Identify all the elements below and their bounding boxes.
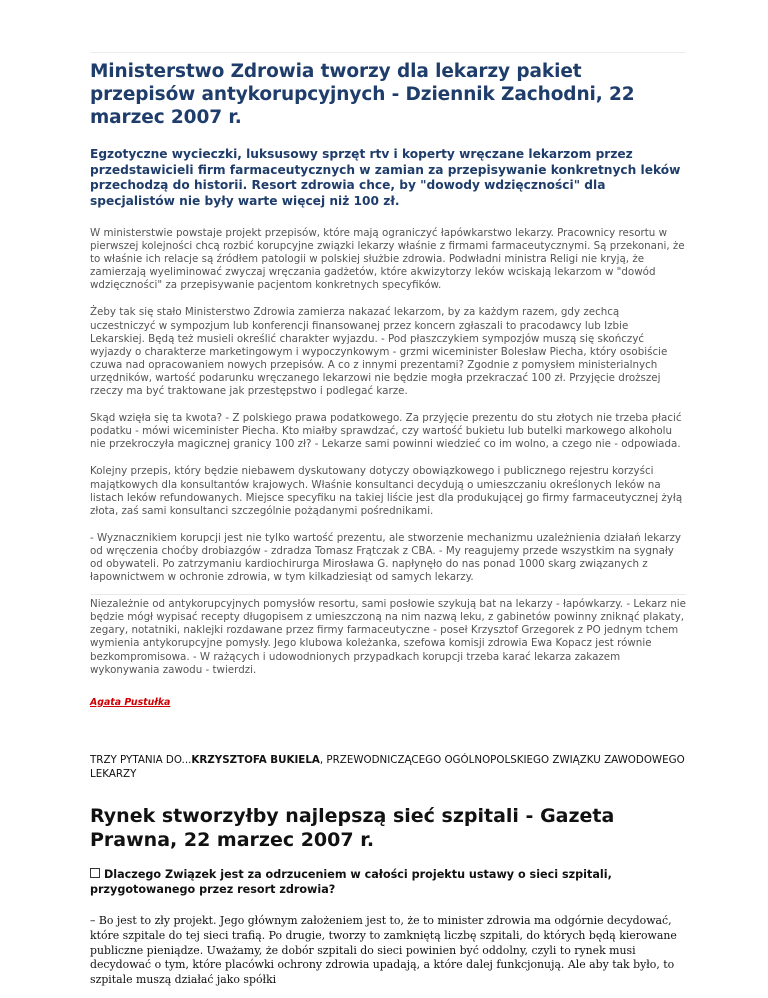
paragraph-6: Niezależnie od antykorupcyjnych pomysłów resortu, sami posłowie szykują bat na lekarzy - łapówkarzy. - Lekarz nie będzie mógł wypisać recepty długopisem z umieszczoną na nim nazwą leku, z gabinetów powinny zniknąć plakaty, zegary, notatniki, naklejki rozdawane przez firmy farmaceutyczne - poseł Krzysztof Grzegorek z PO jednym tchem wymienia antykorupcyjne pomysły. Jego klubowa koleżanka, szefowa komisji zdrowia Ewa Kopacz jest równie bezkompromisowa. - W rażących i udowodnionych przypadkach korupcji trzeba karać lekarza zakazem wykonywania zawodu - twierdzi. — [90, 598, 686, 676]
top-rule — [90, 52, 686, 53]
article2-title: Rynek stworzyłby najlepszą sieć szpitali - Gazeta Prawna, 22 marzec 2007 r. — [90, 804, 615, 851]
interview-suffix: , PRZEWODNICZĄCEGO OGÓLNOPOLSKIEGO ZWIĄZKU ZAWODOWEGO LEKARZY — [90, 753, 685, 780]
question-text: Dlaczego Związek jest za odrzuceniem w całości projektu ustawy o sieci szpitali, przygotowanego przez resort zdrowia? — [90, 868, 612, 897]
paragraph-4: Kolejny przepis, który będzie niebawem dyskutowany dotyczy obowiązkowego i publicznego rejestru korzyści majątkowych dla konsultantów krajowych. Właśnie konsultanci decydują o umieszczaniu określonych leków na listach leków refundowanych. Miejsce specyfiku na takiej liście jest dla produkującej go firmy farmaceutycznej żyłą złota, zaś sami konsultanci szczególnie pożądanymi pośrednikami. — [90, 465, 683, 517]
interview-question — [90, 867, 686, 897]
paragraph-2: Żeby tak się stało Ministerstwo Zdrowia zamierza nakazać lekarzom, by za każdym razem, gdy zechcą uczestniczyć w sympozjum lub konferencji finansowanej przez koncern zgłaszali to pracodawcy lub Izbie Lekarskiej. Będą też musieli określić charakter wyjazdu. - Pod płaszczykiem sympozjów muszą się skończyć wyjazdy o charakterze marketingowym i wypoczynkowym - grzmi wiceminister Bolesław Piecha, który osobiście czuwa nad opracowaniem nowych przepisów. A co z innymi prezentami? Zgodnie z pomysłem ministerialnych urzędników, wartość podarunku wręczanego lekarzowi nie będzie mogła przekraczać 100 zł. Przyjęcie droższej rzeczy ma być traktowane jak przestępstwo i podlegać karze. — [90, 306, 668, 398]
checkbox-icon — [90, 868, 100, 878]
separator — [90, 594, 686, 595]
document-page — [90, 52, 686, 998]
article-lead: Egzotyczne wycieczki, luksusowy sprzęt rtv i koperty wręczane lekarzom przez przedstawicieli firm farmaceutycznych w zamian za przepisywanie konkretnych leków przechodzą do historii. Resort zdrowia chce, by "dowody wdzięczności" dla specjalistów nie były warte więcej niż 100 zł. — [90, 147, 681, 208]
article-title: Ministerstwo Zdrowia tworzy dla lekarzy pakiet przepisów antykorupcyjnych - Dziennik Zachodni, 22 marzec 2007 r. — [90, 61, 635, 128]
paragraph-5: - Wyznacznikiem korupcji jest nie tylko wartość prezentu, ale stworzenie mechanizmu uzależnienia działań lekarzy od wręczenia choćby drobiazgów - zdradza Tomasz Frątczak z CBA. - My reagujemy przede wszystkim na sygnały od obywateli. Po zatrzymaniu kardiochirurga Mirosława G. napłynęło do nas ponad 1000 skarg związanych z łapownictwem w ochronie zdrowia, w tym kilkadziesiąt od samych lekarzy. — [90, 531, 682, 584]
interview-prefix: TRZY PYTANIA DO... — [90, 753, 192, 766]
interview-name: KRZYSZTOFA BUKIELA — [191, 753, 320, 766]
paragraph-1: W ministerstwie powstaje projekt przepisów, które mają ograniczyć łapówkarstwo lekarzy. Pracownicy resortu w pierwszej kolejności chcą rozbić korupcyjne związki lekarzy właśnie z firmami farmaceutycznymi. Są przekonani, że to właśnie ich relacje są źródłem patologii w polskiej służbie zdrowia. Podwładni ministra Religi nie kryją, że zamierzają wyeliminować zwyczaj wręczania gadżetów, które akwizytorzy leków wciskają lekarzom w "dowód wdzięczności" za przepisywanie pacjentom konkretnych specyfików. — [90, 227, 685, 292]
interview-intro — [90, 753, 686, 781]
paragraph-3: Skąd wzięła się ta kwota? - Z polskiego prawa podatkowego. Za przyjęcie prezentu do stu złotych nie trzeba płacić podatku - mówi wiceminister Piecha. Kto miałby sprawdzać, czy wartość bukietu lub butelki markowego alkoholu nie przekroczyła magicznej granicy 100 zł? - Lekarze sami powinni wiedzieć co im wolno, a czego nie - odpowiada. — [90, 412, 682, 451]
author-link[interactable]: Agata Pustułka — [90, 696, 171, 708]
interview-answer: – Bo jest to zły projekt. Jego głównym założeniem jest to, że to minister zdrowia ma odgórnie decydować, które szpitale do tej sieci trafią. Po drugie, tworzy to zamkniętą liczbę szpitali, do których będą kierowane publiczne pieniądze. Uważamy, że dobór szpitali do sieci powinien być oddolny, czyli to rynek musi decydować o tym, które placówki ochrony zdrowia upadają, a które dalej funkcjonują. Ale aby tak było, to szpitale muszą działać jako spółki — [90, 914, 677, 986]
